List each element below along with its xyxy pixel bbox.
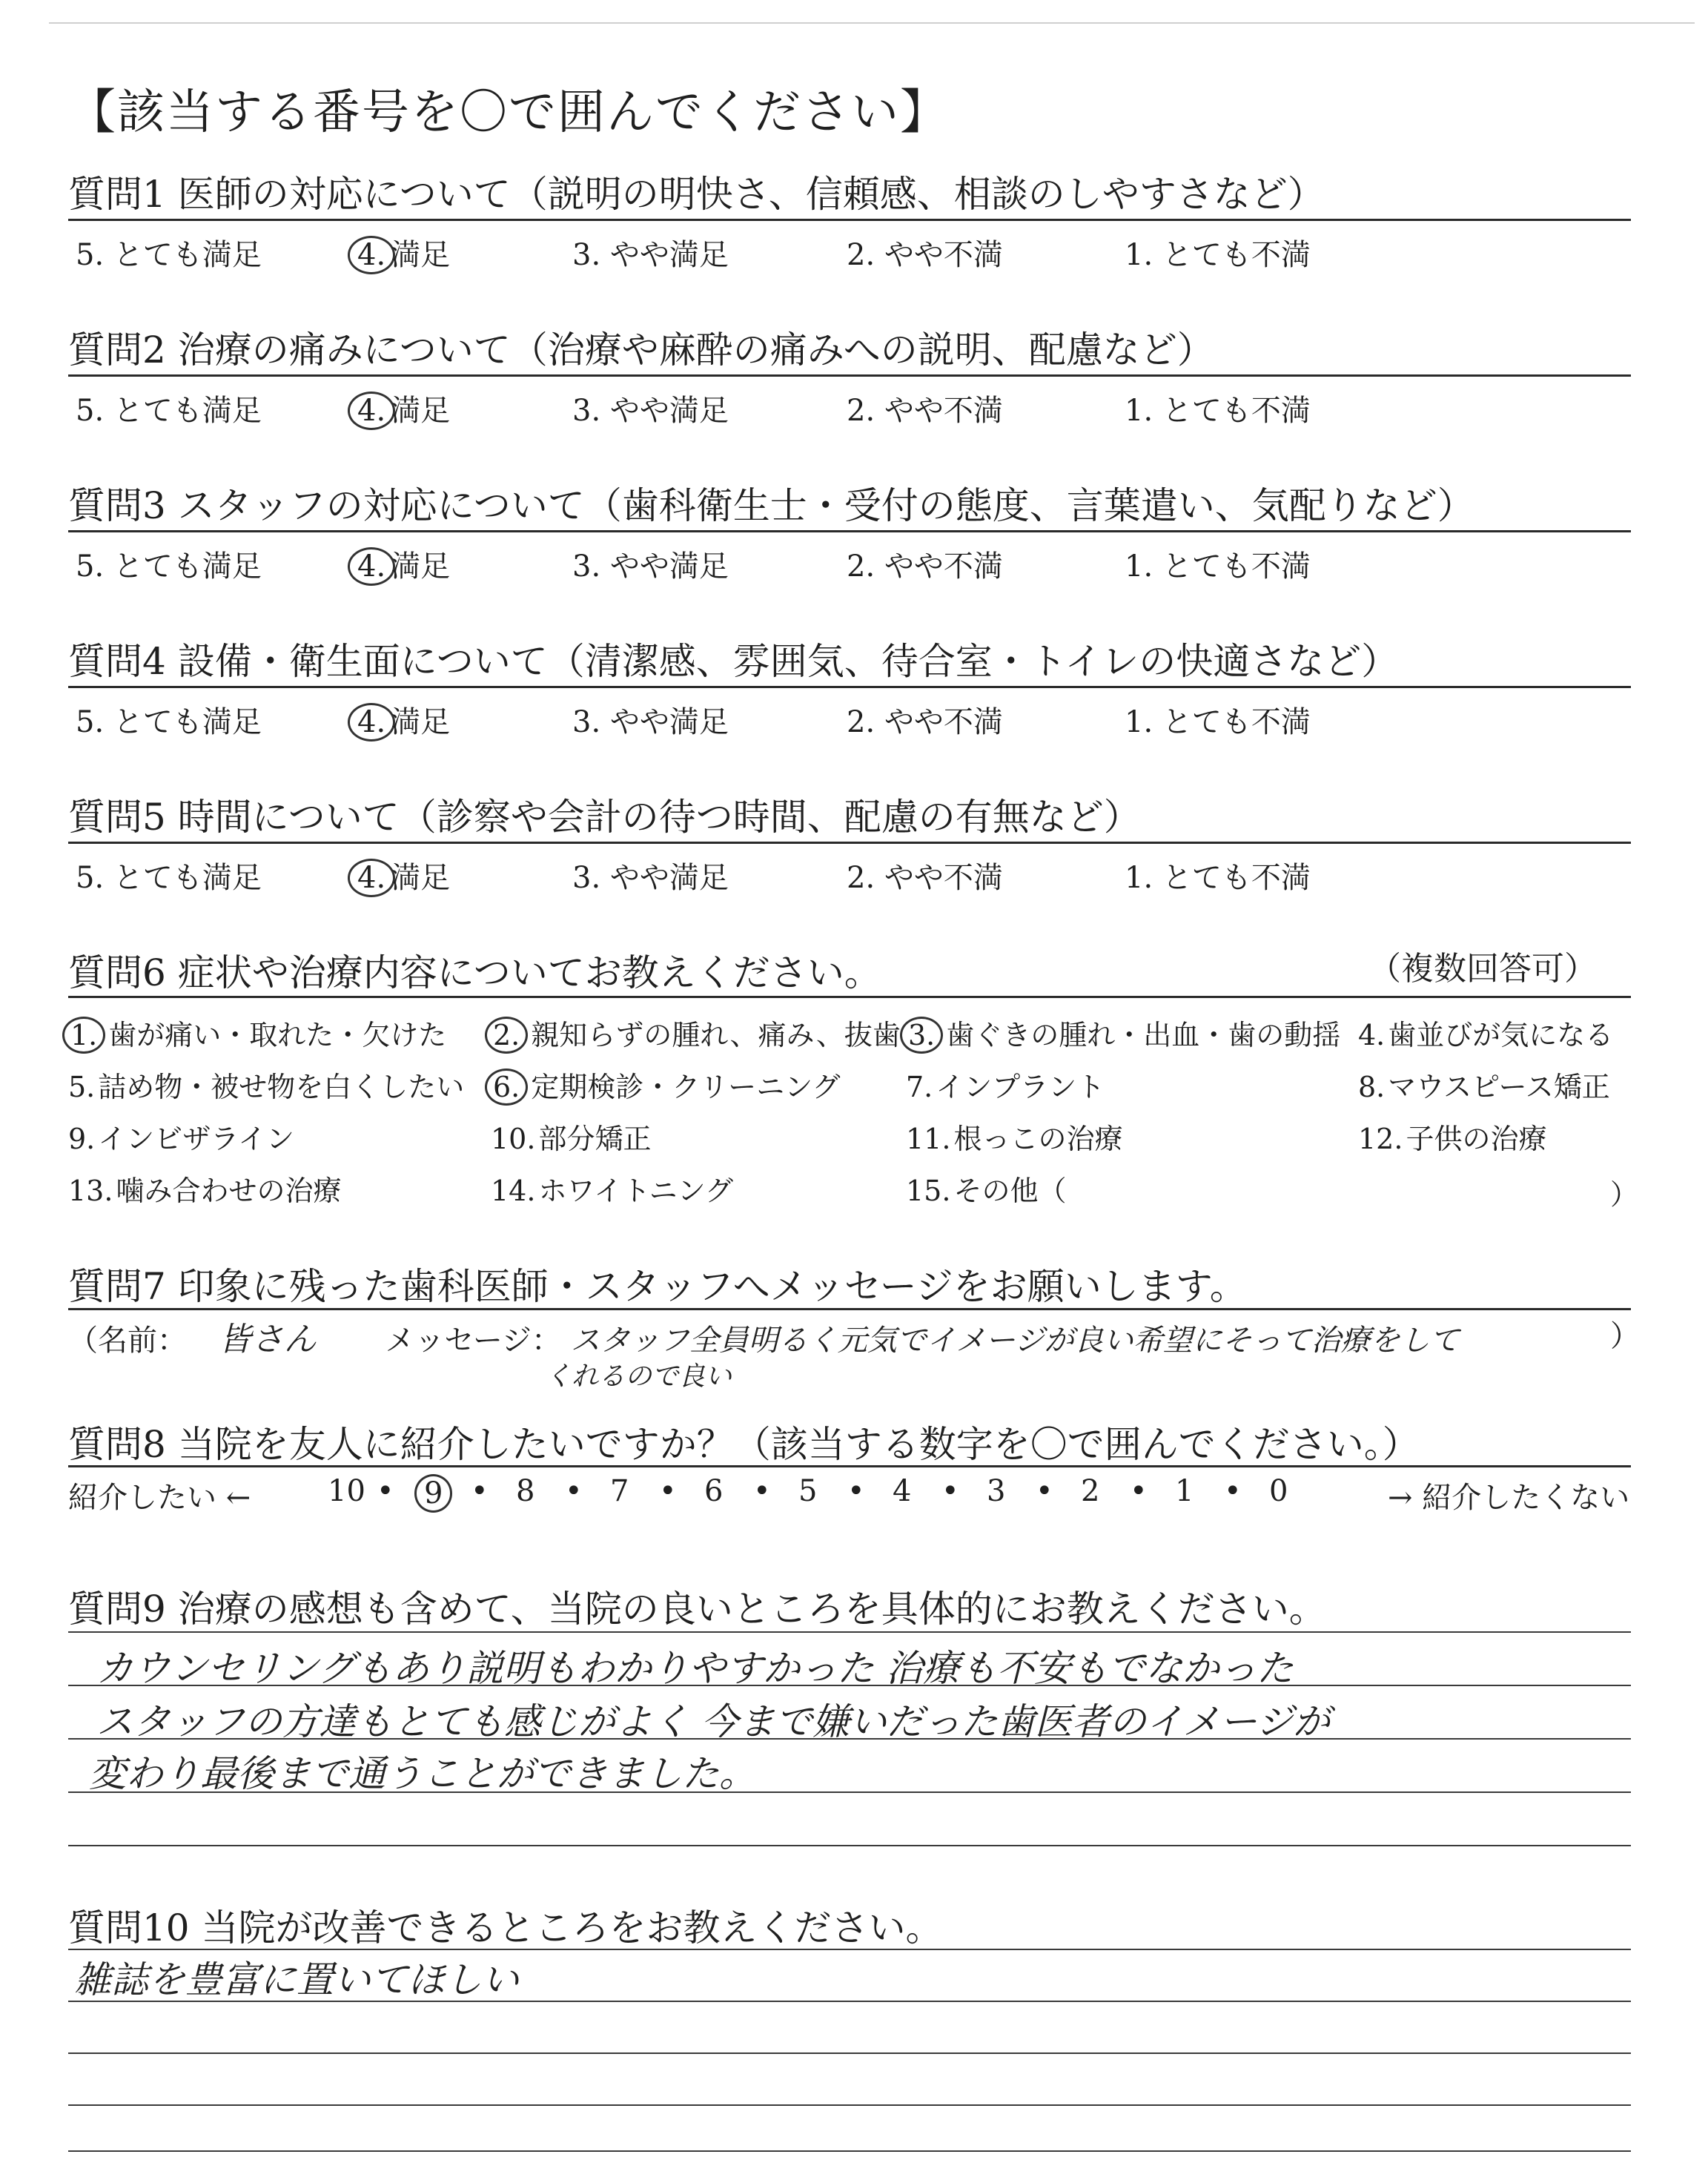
q5-options (68, 854, 1631, 899)
q7-title: 質問7 印象に残った歯科医師・スタッフへメッセージをお願いします。 (68, 1265, 1247, 1308)
q6-option-12-number: 12. (1358, 1123, 1403, 1155)
q4-option-4[interactable]: 4. 満足 (354, 698, 450, 742)
q6-option-14-label: ホワイトニング (538, 1175, 734, 1207)
q8-rule (68, 1465, 1631, 1467)
q6-option-8-number: 8. (1358, 1071, 1386, 1103)
q6-option-6[interactable] (491, 1064, 841, 1105)
q6-option-5-number: 5. (68, 1071, 96, 1103)
q6-option-7-label: インプラント (936, 1071, 1105, 1103)
q7-message-line2[interactable]: くれるので良い (545, 1361, 732, 1392)
q6-option-3[interactable] (906, 1012, 1340, 1053)
q6-option-15-label: その他（ (953, 1175, 1067, 1207)
q6-rule (68, 996, 1631, 998)
q6-option-13-label: 噛み合わせの治療 (116, 1175, 342, 1207)
q6-option-15[interactable] (906, 1168, 1066, 1209)
q8-scale-10[interactable]: 10 (328, 1474, 365, 1508)
q2-option-1[interactable]: 1. とても不満 (1125, 394, 1311, 428)
q2-option-4[interactable]: 4. 満足 (354, 387, 450, 430)
q8-scale-dot: • (847, 1474, 865, 1508)
q6-option-7[interactable] (906, 1064, 1105, 1105)
q8-scale-dot: • (377, 1474, 394, 1508)
q4-option-5[interactable]: 5. とても満足 (76, 705, 262, 739)
q7-name-value[interactable]: 皆さん (218, 1321, 317, 1358)
q6-option-8-label: マウスピース矯正 (1388, 1071, 1610, 1103)
q3-option-4[interactable]: 4. 満足 (354, 543, 450, 586)
q2-options (68, 387, 1631, 432)
q8-scale-7[interactable]: 7 (610, 1474, 629, 1508)
q6-option-10-number: 10. (491, 1123, 536, 1155)
q6-option-8[interactable] (1358, 1064, 1610, 1105)
q8-scale-8[interactable]: 8 (516, 1474, 535, 1508)
q6-option-3-label: 歯ぐきの腫れ・出血・歯の動揺 (946, 1019, 1341, 1051)
q4-title: 質問4 設備・衛生面について（清潔感、雰囲気、待合室・トイレの快適さなど） (68, 640, 1399, 683)
q6-option-6-label: 定期検診・クリーニング (531, 1071, 841, 1103)
q8-scale-dot: • (1130, 1474, 1148, 1508)
q7-name-label: （名前： (68, 1324, 187, 1358)
q7-message-row (68, 1312, 1460, 1360)
q5-option-2[interactable]: 2. やや不満 (847, 861, 1003, 895)
q6-option-11-label: 根っこの治療 (953, 1123, 1123, 1155)
q5-title: 質問5 時間について（診察や会計の待つ時間、配慮の有無など） (68, 796, 1141, 839)
q5-option-3[interactable]: 3. やや満足 (572, 861, 729, 895)
q4-rule (68, 686, 1631, 688)
q8-right-label: → 紹介したくない (1388, 1481, 1630, 1515)
q4-options (68, 698, 1631, 743)
q6-option-11-number: 11. (906, 1123, 951, 1155)
q3-option-4-circle: 4. (348, 547, 395, 586)
q6-option-12-label: 子供の治療 (1406, 1123, 1547, 1155)
q6-option-11[interactable] (906, 1116, 1122, 1157)
q6-multiple-answers-note: （複数回答可） (1368, 950, 1597, 988)
page-header: 【該当する番号を〇で囲んでください】 (68, 85, 949, 140)
q9-line-5 (68, 1845, 1631, 1846)
q2-rule (68, 374, 1631, 377)
q4-option-3[interactable]: 3. やや満足 (572, 705, 729, 739)
q8-scale-dot: • (471, 1474, 489, 1508)
q6-option-1-label: 歯が痛い・取れた・欠けた (108, 1019, 447, 1051)
q9-line-1 (68, 1631, 1631, 1633)
q1-title: 質問1 医師の対応について（説明の明快さ、信頼感、相談のしやすさなど） (68, 173, 1325, 216)
q7-rule (68, 1308, 1631, 1310)
q2-title: 質問2 治療の痛みについて（治療や麻酔の痛みへの説明、配慮など） (68, 328, 1214, 371)
page-top-edge (49, 22, 1695, 24)
q6-option-9[interactable] (68, 1116, 294, 1157)
q4-option-1[interactable]: 1. とても不満 (1125, 705, 1311, 739)
q2-option-5[interactable]: 5. とても満足 (76, 394, 262, 428)
q9-answer-line-1[interactable]: カウンセリングもあり説明もわかりやすかった 治療も不安もでなかった (96, 1647, 1294, 1690)
q6-option-15-number: 15. (906, 1175, 951, 1207)
q9-answer-line-2[interactable]: スタッフの方達もとても感じがよく 今まで嫌いだった歯医者のイメージが (96, 1700, 1331, 1743)
q6-option-1-number: 1. (62, 1017, 105, 1054)
q2-option-3[interactable]: 3. やや満足 (572, 394, 729, 428)
q8-scale-2[interactable]: 2 (1081, 1474, 1100, 1508)
q1-option-4-circle: 4. (348, 236, 395, 274)
q8-scale-dot: • (1036, 1474, 1053, 1508)
q8-scale (68, 1474, 1631, 1519)
q6-option-5-label: 詰め物・被せ物を白くしたい (98, 1071, 465, 1103)
q3-option-5[interactable]: 5. とても満足 (76, 549, 262, 584)
q8-scale-dot: • (1224, 1474, 1242, 1508)
q3-option-3[interactable]: 3. やや満足 (572, 549, 729, 584)
q7-close: ） (1610, 1319, 1640, 1353)
q10-line-4 (68, 2104, 1631, 2106)
q8-left-label: 紹介したい ← (68, 1481, 251, 1515)
q6-title: 質問6 症状や治療内容についてお教えください。 (68, 951, 881, 994)
q9-title: 質問9 治療の感想も含めて、当院の良いところを具体的にお教えください。 (68, 1588, 1326, 1631)
q8-scale-1[interactable]: 1 (1175, 1474, 1194, 1508)
q6-option-13-number: 13. (68, 1175, 113, 1207)
q6-option-1[interactable] (68, 1012, 446, 1053)
q3-option-2[interactable]: 2. やや不満 (847, 549, 1003, 584)
q5-option-5[interactable]: 5. とても満足 (76, 861, 262, 895)
q6-option-4-number: 4. (1358, 1019, 1386, 1051)
q1-option-4[interactable]: 4. 満足 (354, 231, 450, 274)
q3-option-1[interactable]: 1. とても不満 (1125, 549, 1311, 584)
q8-scale-3[interactable]: 3 (987, 1474, 1006, 1508)
q8-scale-9[interactable]: 9 (414, 1474, 452, 1513)
q6-option-10-label: 部分矯正 (538, 1123, 652, 1155)
q8-scale-dot: • (941, 1474, 959, 1508)
q6-option-10[interactable] (491, 1116, 651, 1157)
q3-title: 質問3 スタッフの対応について（歯科衛生士・受付の態度、言葉遣い、気配りなど） (68, 484, 1474, 527)
q2-option-2[interactable]: 2. やや不満 (847, 394, 1003, 428)
q6-option-3-number: 3. (900, 1017, 943, 1054)
q1-option-3[interactable]: 3. やや満足 (572, 238, 729, 272)
q8-title: 質問8 当院を友人に紹介したいですか？（該当する数字を〇で囲んでください。） (68, 1423, 1420, 1466)
q10-line-3 (68, 2052, 1631, 2054)
q4-option-4-circle: 4. (348, 703, 395, 742)
q8-scale-4[interactable]: 4 (893, 1474, 912, 1508)
q10-title: 質問10 当院が改善できるところをお教えください。 (68, 1906, 943, 1949)
q6-option-2-number: 2. (485, 1017, 528, 1054)
q8-scale-5[interactable]: 5 (798, 1474, 818, 1508)
q3-options (68, 543, 1631, 587)
q4-option-2[interactable]: 2. やや不満 (847, 705, 1003, 739)
q6-option-13[interactable] (68, 1168, 341, 1209)
q1-option-2[interactable]: 2. やや不満 (847, 238, 1003, 272)
q6-option-4[interactable] (1358, 1012, 1613, 1053)
q1-options (68, 231, 1631, 276)
q7-message-label: メッセージ： (385, 1324, 562, 1358)
q1-option-5[interactable]: 5. とても満足 (76, 238, 262, 272)
q5-rule (68, 842, 1631, 844)
q10-answer-line-1[interactable]: 雑誌を豊富に置いてほしい (74, 1958, 519, 2001)
q5-option-1[interactable]: 1. とても不満 (1125, 861, 1311, 895)
q10-line-5 (68, 2150, 1631, 2152)
q5-option-4-circle: 4. (348, 859, 395, 897)
q7-message-line1[interactable]: スタッフ全員明るく元気でイメージが良い希望にそって治療をして (570, 1324, 1460, 1358)
q6-option-7-number: 7. (906, 1071, 933, 1103)
q8-scale-6[interactable]: 6 (704, 1474, 724, 1508)
q6-option-6-number: 6. (485, 1069, 528, 1106)
q6-option-2-label: 親知らずの腫れ、痛み、抜歯 (531, 1019, 901, 1051)
q1-option-1[interactable]: 1. とても不満 (1125, 238, 1311, 272)
q1-rule (68, 219, 1631, 221)
q6-option-5[interactable] (68, 1064, 464, 1105)
q5-option-4[interactable]: 4. 満足 (354, 854, 450, 897)
q6-option-4-label: 歯並びが気になる (1388, 1019, 1614, 1051)
q6-other-close: ） (1610, 1178, 1639, 1211)
q8-scale-dot: • (659, 1474, 677, 1508)
q8-scale-dot: • (565, 1474, 583, 1508)
q2-option-4-circle: 4. (348, 392, 395, 430)
q6-option-12[interactable] (1358, 1116, 1546, 1157)
q3-rule (68, 530, 1631, 532)
q8-scale-0[interactable]: 0 (1269, 1474, 1288, 1508)
q6-option-9-number: 9. (68, 1123, 96, 1155)
q9-answer-line-3[interactable]: 変わり最後まで通うことができました。 (89, 1752, 756, 1795)
q6-option-2[interactable] (491, 1012, 901, 1053)
q6-option-9-label: インビザライン (98, 1123, 295, 1155)
q6-option-14-number: 14. (491, 1175, 536, 1207)
q6-option-14[interactable] (491, 1168, 733, 1209)
q8-scale-dot: • (753, 1474, 771, 1508)
